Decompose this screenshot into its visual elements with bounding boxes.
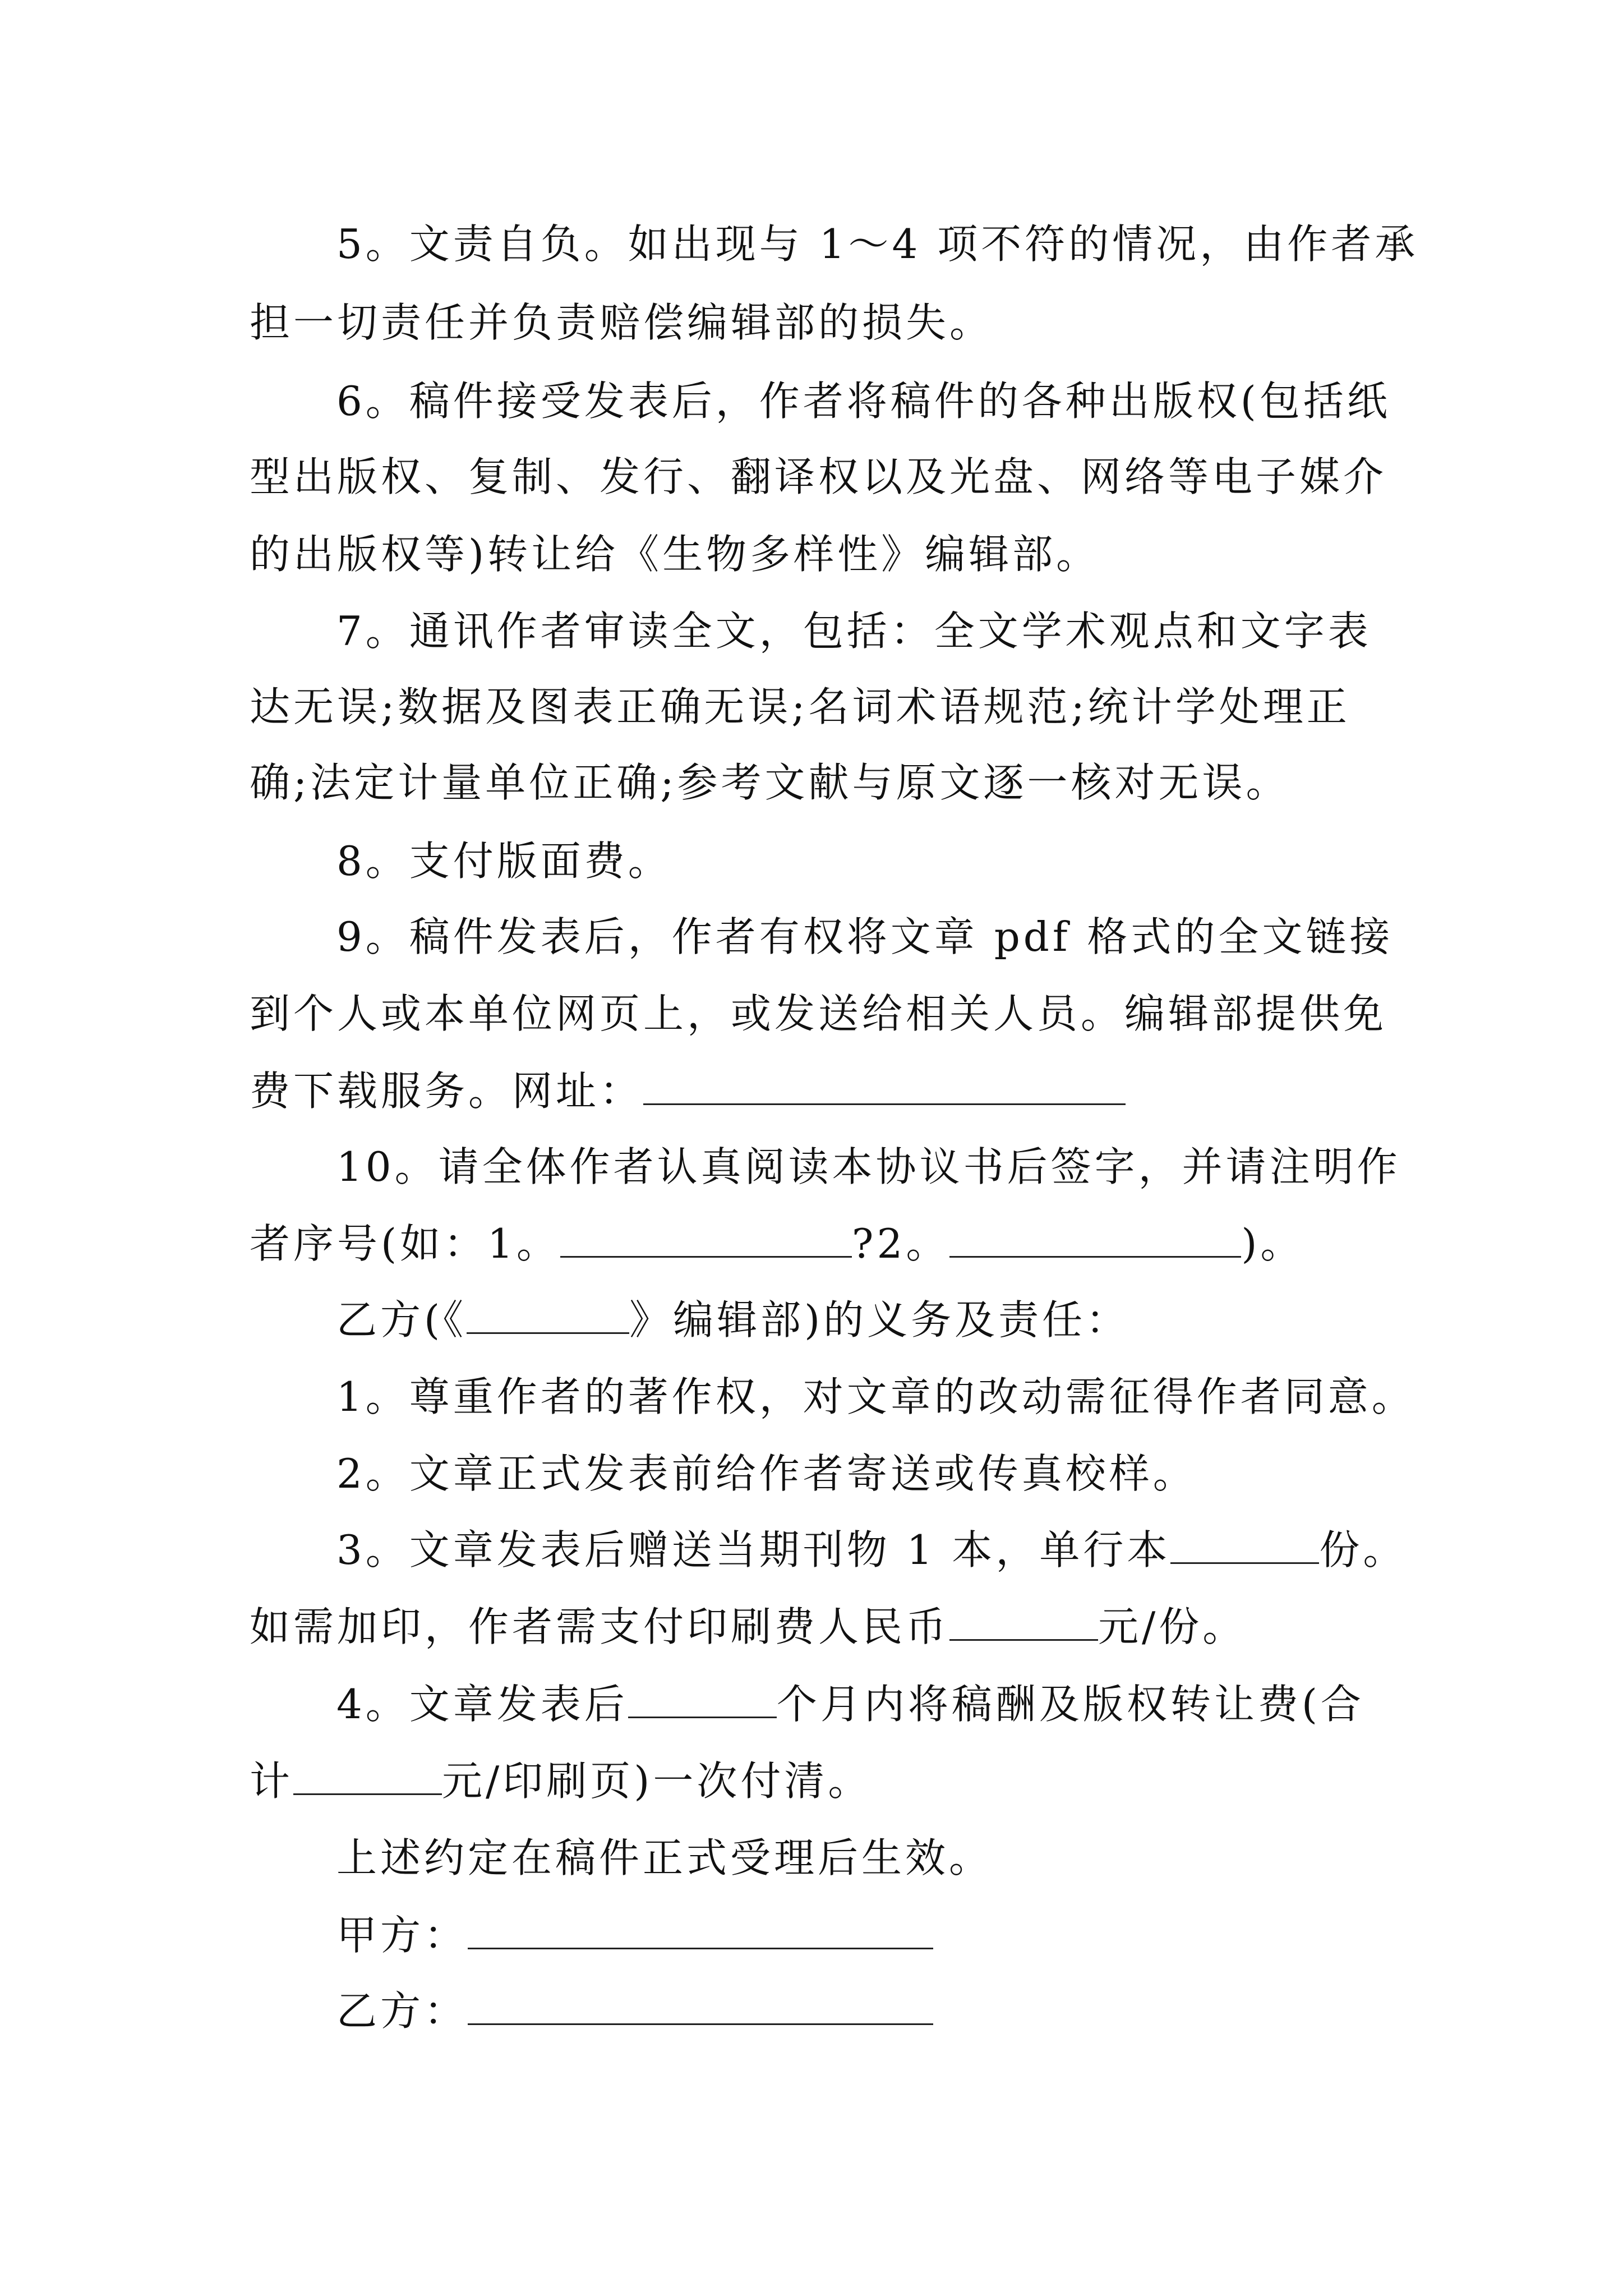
party-b-item-3-line-2 [250, 1599, 1246, 1655]
party-a-signature [336, 1907, 933, 1963]
party-b-label: 乙方： [336, 1987, 468, 2035]
item-7-line-1: 7。通讯作者审读全文，包括：全文学术观点和文字表 [336, 608, 1372, 655]
reprint-fee-unit: 元/份。 [1098, 1603, 1247, 1650]
author-order-close: )。 [1241, 1220, 1304, 1267]
effective-clause: 上述约定在稿件正式受理后生效。 [336, 1834, 993, 1881]
reprint-fee-blank [949, 1599, 1098, 1641]
party-b-item-2: 2。文章正式发表前给作者寄送或传真校样。 [336, 1450, 1197, 1497]
party-b-signature-blank [468, 1983, 933, 2025]
payment-months-blank [628, 1676, 777, 1718]
payment-term-rest: 个月内将稿酬及版权转让费(合 [776, 1681, 1364, 1728]
item-6-line-2: 型出版权、复制、发行、翻译权以及光盘、网络等电子媒介 [250, 453, 1387, 500]
author-1-blank [560, 1216, 852, 1258]
item-9-line-2: 到个人或本单位网页上，或发送给相关人员。编辑部提供免 [250, 990, 1387, 1037]
item-5-line-2: 担一切责任并负责赔偿编辑部的损失。 [250, 299, 994, 346]
website-blank [643, 1063, 1126, 1105]
royalty-unit: 元/印刷页)一次付清。 [442, 1757, 872, 1805]
payment-term-label: 4。文章发表后 [336, 1681, 628, 1728]
journal-name-blank [467, 1292, 629, 1334]
party-b-heading-end: 》编辑部)的义务及责任： [629, 1296, 1130, 1343]
website-label: 费下载服务。网址： [250, 1068, 644, 1115]
item-6-line-1: 6。稿件接受发表后，作者将稿件的各种出版权(包括纸 [336, 378, 1391, 425]
item-10-line-2 [250, 1216, 1304, 1272]
author-order-label: 者序号(如：1。 [250, 1220, 560, 1267]
author-2-label: ?2。 [851, 1220, 950, 1267]
party-b-item-3-line-1 [336, 1522, 1407, 1578]
item-6-line-3: 的出版权等)转让给《生物多样性》编辑部。 [250, 531, 1100, 578]
royalty-amount-blank [293, 1753, 442, 1795]
party-b-heading-start: 乙方(《 [336, 1296, 467, 1343]
party-b-item-1: 1。尊重作者的著作权，对文章的改动需征得作者同意。 [336, 1373, 1415, 1420]
royalty-total-label: 计 [250, 1757, 294, 1805]
offprint-unit: 份。 [1319, 1526, 1407, 1573]
reprint-fee-label: 如需加印，作者需支付印刷费人民币 [250, 1603, 950, 1650]
party-b-heading [336, 1292, 1129, 1348]
offprint-count-blank [1170, 1522, 1319, 1564]
party-a-signature-blank [468, 1907, 933, 1949]
item-9-line-1: 9。稿件发表后，作者有权将文章 pdf 格式的全文链接 [336, 913, 1394, 960]
item-7-line-3: 确;法定计量单位正确;参考文献与原文逐一核对无误。 [250, 759, 1290, 806]
item-10-line-1: 10。请全体作者认真阅读本协议书后签字，并请注明作 [336, 1143, 1401, 1190]
party-a-label: 甲方： [336, 1912, 468, 1959]
author-2-blank [949, 1216, 1241, 1258]
item-9-line-3 [250, 1063, 1126, 1119]
party-b-signature [336, 1983, 933, 2039]
item-7-line-2: 达无误;数据及图表正确无误;名词术语规范;统计学处理正 [250, 683, 1350, 730]
item-8-line-1: 8。支付版面费。 [336, 838, 672, 885]
offprint-label: 3。文章发表后赠送当期刊物 1 本，单行本 [336, 1526, 1171, 1573]
item-5-line-1: 5。文责自负。如出现与 1～4 项不符的情况，由作者承 [336, 220, 1419, 268]
party-b-item-4-line-1 [336, 1676, 1364, 1732]
party-b-item-4-line-2 [250, 1753, 872, 1809]
